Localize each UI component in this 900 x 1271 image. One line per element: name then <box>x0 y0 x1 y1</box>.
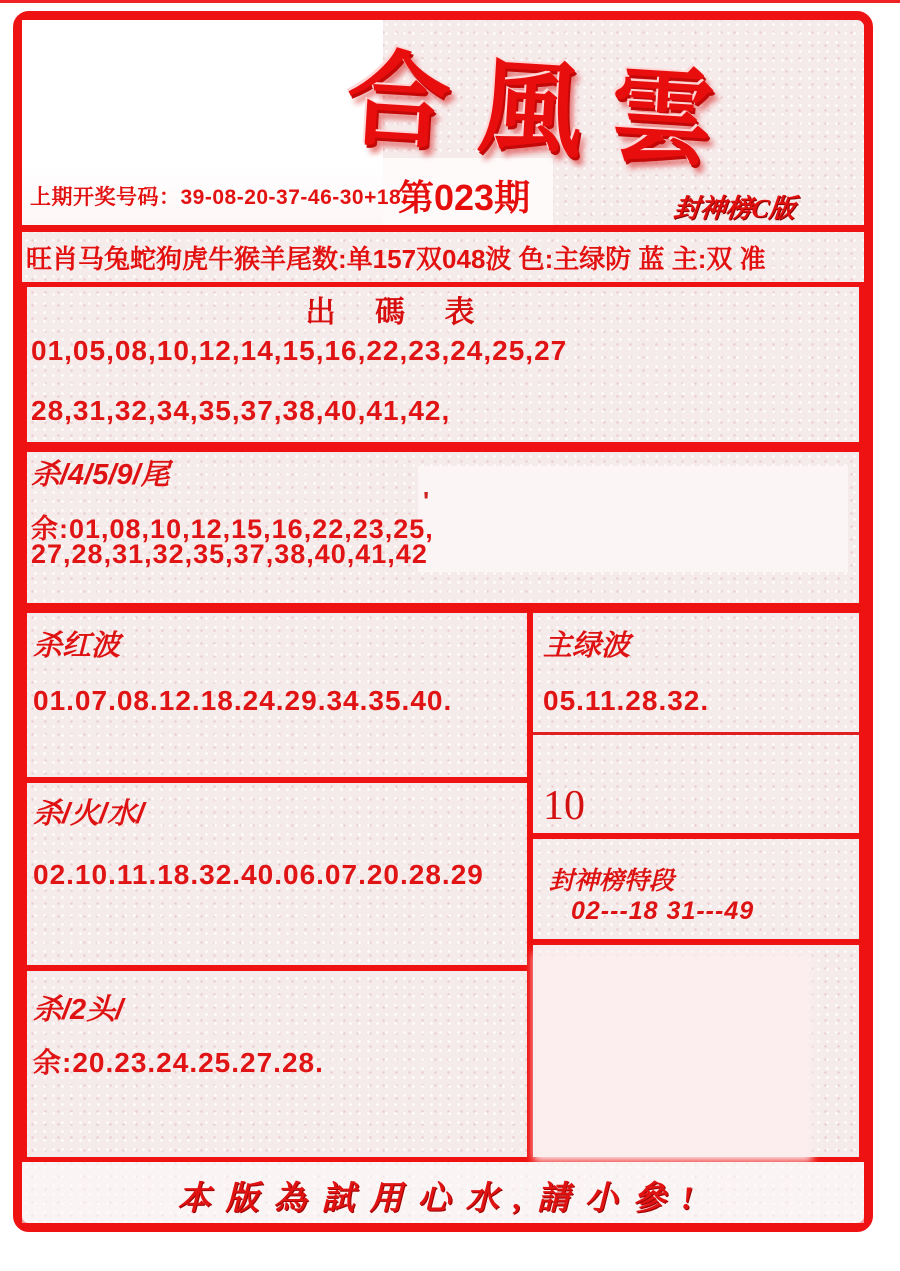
special-segment-cell <box>533 839 859 945</box>
issue-number: 第023期 <box>398 177 531 218</box>
kill-fire-water-title: 杀/火/水/ <box>33 798 145 830</box>
masthead-title: 合風雲 <box>343 41 746 181</box>
kill-red-wave-cell <box>27 613 527 783</box>
code-table-line2: 28,31,32,34,35,37,38,40,41,42, <box>31 395 451 426</box>
previous-draw-numbers: 上期开奖号码：39-08-20-37-46-30+18 <box>30 186 402 209</box>
kill-459-tail-box <box>22 447 864 608</box>
code-table-title: 出 碼 表 <box>305 296 491 329</box>
zodiac-tip-text: 旺肖马兔蛇狗虎牛猴羊尾数:单157双048波 色:主绿防 蓝 主:双 准 <box>26 244 766 274</box>
code-table-box <box>22 282 864 447</box>
kill-fire-water-cell <box>27 783 527 971</box>
kill-2-head-title: 杀/2头/ <box>33 994 124 1026</box>
kill-459-tail-line2: 27,28,31,32,35,37,38,40,41,42 <box>31 539 428 569</box>
main-green-wave-numbers: 05.11.28.32. <box>543 685 710 716</box>
kill-459-tail-title: 杀/4/5/9/尾 <box>31 459 170 491</box>
main-green-wave-cell <box>533 613 859 735</box>
pale-cover-box <box>538 957 808 1157</box>
edition-label: 封神榜C版 <box>672 194 797 223</box>
special-segment-title: 封神榜特段 <box>549 867 675 895</box>
code-table-line1: 01,05,08,10,12,14,15,16,22,23,24,25,27 <box>31 335 568 366</box>
cell-10-value: 10 <box>543 783 585 829</box>
footer-text: 本版為試用心水,請小參! <box>177 1181 709 1217</box>
main-green-wave-title: 主绿波 <box>543 630 631 662</box>
special-segment-range: 02---18 31---49 <box>571 897 755 925</box>
kill-fire-water-numbers: 02.10.11.18.32.40.06.07.20.28.29 <box>33 859 484 890</box>
header-divider <box>22 225 864 232</box>
kill-red-wave-title: 杀红波 <box>33 630 121 662</box>
kill-459-tail-line1: 余:01,08,10,12,15,16,22,23,25, <box>31 514 434 544</box>
empty-cell <box>533 945 859 1157</box>
white-cover-box-459 <box>418 466 848 572</box>
grid-right-column <box>533 613 859 1157</box>
grid-left-column <box>27 613 533 1157</box>
tips-grid <box>22 608 864 1162</box>
cell-10 <box>533 735 859 839</box>
kill-2-head-cell <box>27 971 527 1157</box>
outer-frame <box>13 11 873 1232</box>
kill-2-head-numbers: 余:20.23.24.25.27.28. <box>33 1047 324 1078</box>
footer-banner <box>22 1162 864 1223</box>
top-edge-line <box>0 0 900 3</box>
kill-red-wave-numbers: 01.07.08.12.18.24.29.34.35.40. <box>33 685 453 716</box>
zodiac-tip-row <box>22 232 864 282</box>
stray-mark: ' <box>423 486 430 516</box>
